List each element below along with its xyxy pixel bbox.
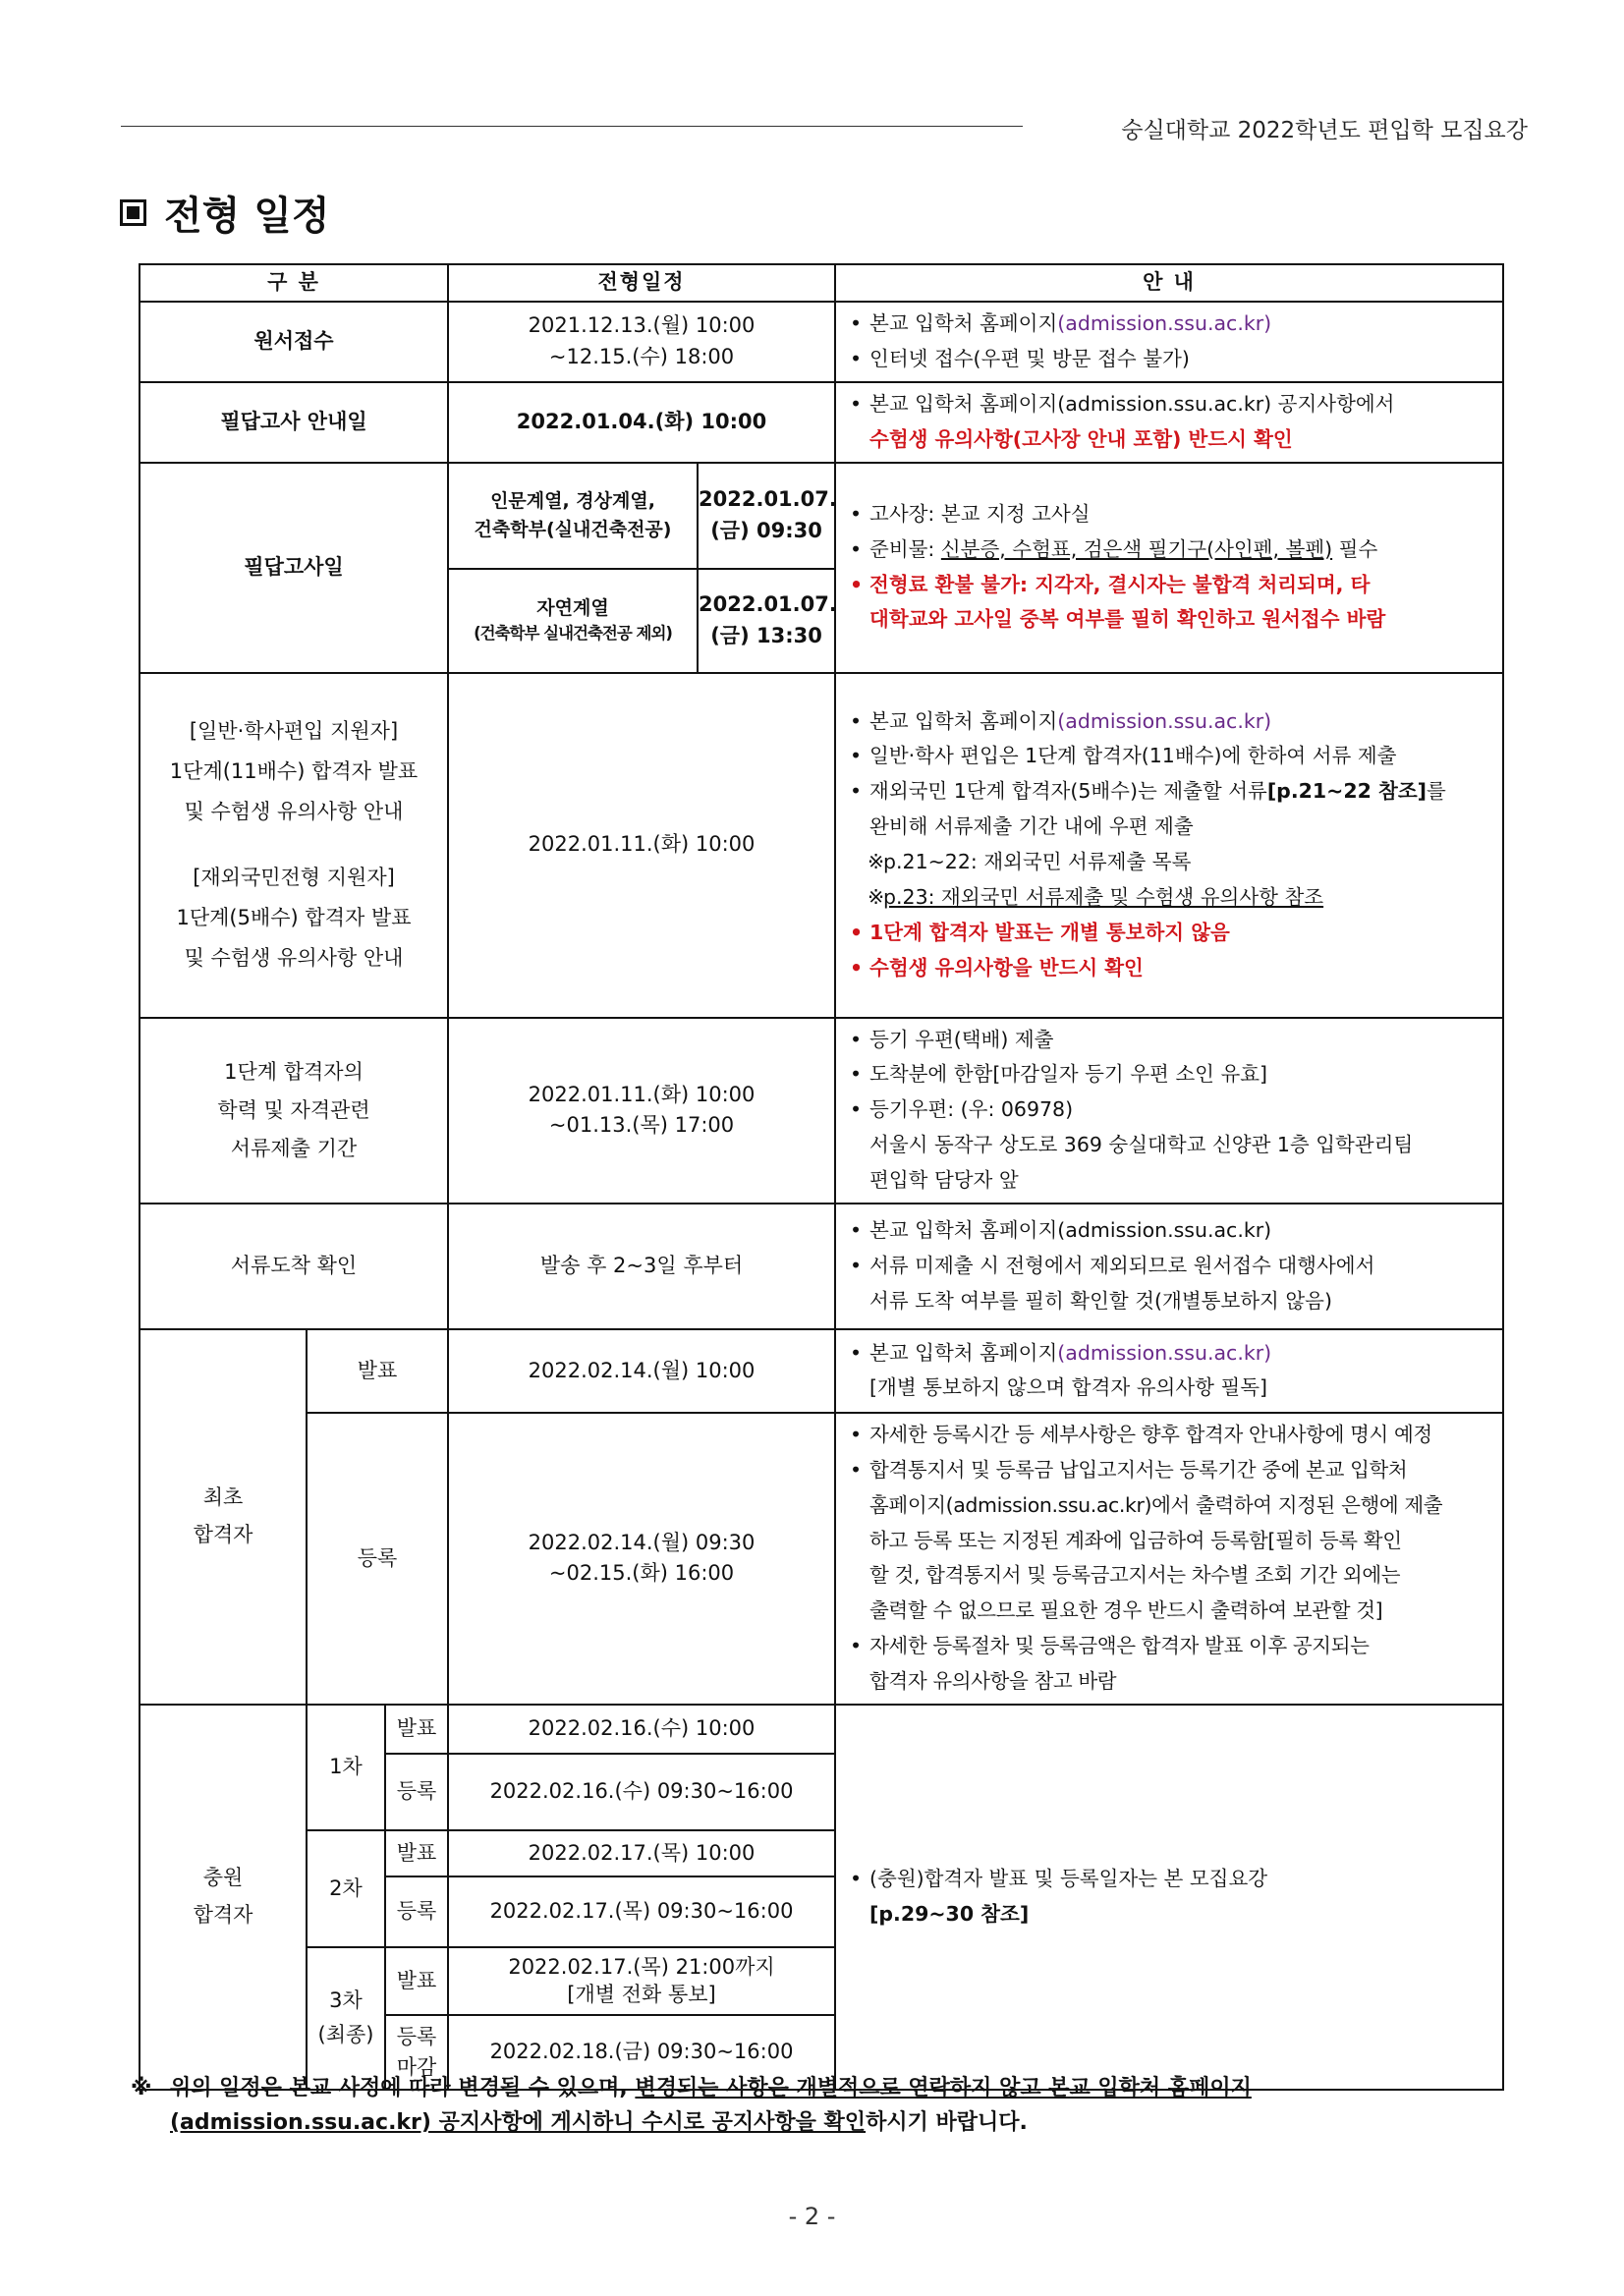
document-header: 숭실대학교 2022학년도 편입학 모집요강 [1121, 118, 1528, 143]
list-item: • 본교 입학처 홈페이지(admission.ssu.ac.kr) [850, 307, 1496, 342]
column-header-schedule: 전형일정 [448, 264, 835, 302]
filled-square-icon [120, 199, 146, 226]
exam-notice-info [835, 382, 1503, 463]
list-item: 홈페이지(admission.ssu.ac.kr)에서 출력하여 지정된 은행에 제출 [869, 1492, 1443, 1517]
exam-track-science: 자연계열 (건축학부 실내건축전공 제외) [448, 569, 698, 673]
additional-round1-register-date: 2022.02.16.(수) 09:30~16:00 [448, 1754, 835, 1830]
documents-date: 2022.01.11.(화) 10:00 ~01.13.(목) 17:00 [448, 1018, 835, 1204]
stage1-date: 2022.01.11.(화) 10:00 [448, 673, 835, 1018]
initial-announce-date: 2022.02.14.(월) 10:00 [448, 1329, 835, 1413]
additional-round1-announce-label: 발표 [385, 1705, 448, 1754]
additional-round1-register-label: 등록 [385, 1754, 448, 1830]
list-item: • 서류 미제출 시 전형에서 제외되므로 원서접수 대행사에서 [850, 1249, 1496, 1284]
admission-link[interactable]: (admission.ssu.ac.kr) [1057, 311, 1272, 335]
list-item: • 고사장: 본교 지정 고사실 [850, 497, 1496, 532]
row-label-exam-day: 필답고사일 [140, 463, 448, 673]
row-label-doc-check: 서류도착 확인 [140, 1204, 448, 1329]
list-item: • 인터넷 접수(우편 및 방문 접수 불가) [850, 342, 1496, 377]
list-item: • 일반·학사 편입은 1단계 합격자(11배수)에 한하여 서류 제출 [850, 739, 1496, 774]
list-item: 서울시 동작구 상도로 369 숭실대학교 신양관 1층 입학관리팀 [869, 1133, 1414, 1157]
table-row [140, 1413, 1503, 1705]
additional-round1-announce-date: 2022.02.16.(수) 10:00 [448, 1705, 835, 1754]
table-row [140, 1705, 1503, 1754]
list-item: • 자세한 등록시간 등 세부사항은 향후 합격자 안내사항에 명시 예정 [850, 1418, 1496, 1453]
list-item: • 전형료 환불 불가: 지각자, 결시자는 불합격 처리되며, 타 [850, 568, 1496, 603]
row-label-application: 원서접수 [140, 302, 448, 382]
admission-link[interactable]: (admission.ssu.ac.kr) [1057, 1340, 1272, 1365]
list-item: 수험생 유의사항(고사장 안내 포함) 반드시 확인 [869, 426, 1293, 451]
list-item: • 준비물: 신분증, 수험표, 검은색 필기구(사인펜, 볼펜) 필수 [850, 532, 1496, 568]
table-header-row [140, 264, 1503, 302]
section-title-text: 전형 일정 [164, 194, 330, 239]
additional-round2-label: 2차 [307, 1830, 385, 1947]
list-item: 할 것, 합격통지서 및 등록금고지서는 차수별 조회 기간 외에는 [869, 1563, 1401, 1588]
list-item: 대학교와 고사일 중복 여부를 필히 확인하고 원서접수 바람 [869, 607, 1386, 632]
additional-round3-register-date: 2022.02.18.(금) 09:30~16:00 [448, 2015, 835, 2090]
list-item: • 도착분에 한함[마감일자 등기 우편 소인 유효] [850, 1057, 1496, 1092]
row-label-additional: 충원 합격자 [140, 1705, 307, 2090]
additional-round2-register-date: 2022.02.17.(목) 09:30~16:00 [448, 1876, 835, 1947]
doc-check-info [835, 1204, 1503, 1329]
stage1-info [835, 673, 1503, 1018]
list-item: • 본교 입학처 홈페이지(admission.ssu.ac.kr) [850, 1336, 1496, 1372]
documents-info [835, 1018, 1503, 1204]
application-date: 2021.12.13.(월) 10:00 ~12.15.(수) 18:00 [448, 302, 835, 382]
list-item: 편입학 담당자 앞 [869, 1168, 1019, 1192]
list-item: 서류 도착 여부를 필히 확인할 것(개별통보하지 않음) [869, 1288, 1332, 1313]
list-item: • 재외국민 1단계 합격자(5배수)는 제출할 서류[p.21~22 참조]를 [850, 774, 1496, 810]
initial-register-date: 2022.02.14.(월) 09:30 ~02.15.(화) 16:00 [448, 1413, 835, 1705]
exam-track-humanities: 인문계열, 경상계열, 건축학부(실내건축전공) [448, 463, 698, 569]
list-item: 하고 등록 또는 지정된 계좌에 입금하여 등록함[필히 등록 확인 [869, 1528, 1402, 1552]
exam-track-humanities-date: 2022.01.07. (금) 09:30 [698, 463, 835, 569]
list-item: ※ p.23: 재외국민 서류제출 및 수험생 유의사항 참조 [850, 880, 1496, 916]
table-row [140, 1329, 1503, 1413]
list-item: • 본교 입학처 홈페이지(admission.ssu.ac.kr) [850, 704, 1496, 740]
table-row [140, 673, 1503, 1018]
column-header-category: 구 분 [140, 264, 448, 302]
application-info [835, 302, 1503, 382]
table-row [140, 1018, 1503, 1204]
list-item: • (충원)합격자 발표 및 등록일자는 본 모집요강 [850, 1862, 1496, 1897]
additional-round1-label: 1차 [307, 1705, 385, 1830]
additional-round3-register-label: 등록 마감 [385, 2015, 448, 2090]
admission-link[interactable]: (admission.ssu.ac.kr) [1057, 708, 1272, 733]
initial-register-label: 등록 [307, 1413, 448, 1705]
table-row [140, 382, 1503, 463]
header-rule [121, 126, 1023, 127]
exam-notice-date: 2022.01.04.(화) 10:00 [448, 382, 835, 463]
initial-announce-info [835, 1329, 1503, 1413]
additional-info [835, 1705, 1503, 2090]
page-number: - 2 - [788, 2203, 836, 2230]
list-item: • 합격통지서 및 등록금 납입고지서는 등록기간 중에 본교 입학처 [850, 1453, 1496, 1488]
exam-day-info [835, 463, 1503, 673]
row-label-stage1: [일반·학사편입 지원자] 1단계(11배수) 합격자 발표 및 수험생 유의사항 안내 [재외국민전형 지원자] 1단계(5배수) 합격자 발표 및 수험생 유의사항 안내 [140, 673, 448, 1018]
additional-round2-register-label: 등록 [385, 1876, 448, 1947]
row-label-initial: 최초 합격자 [140, 1329, 307, 1705]
row-label-documents: 1단계 합격자의 학력 및 자격관련 서류제출 기간 [140, 1018, 448, 1204]
list-item: • 등기 우편(택배) 제출 [850, 1023, 1496, 1058]
initial-register-info [835, 1413, 1503, 1705]
list-item: • 등기우편: (우: 06978) [850, 1092, 1496, 1128]
additional-round3-label: 3차 (최종) [307, 1947, 385, 2090]
row-label-exam-notice: 필답고사 안내일 [140, 382, 448, 463]
column-header-info: 안 내 [835, 264, 1503, 302]
table-row [140, 1204, 1503, 1329]
table-row [140, 463, 1503, 569]
list-item: • 본교 입학처 홈페이지(admission.ssu.ac.kr) [850, 1213, 1496, 1249]
footer-note: ※ 위의 일정은 본교 사정에 따라 변경될 수 있으며, 변경되는 사항은 개별적으로 연락하지 않고 본교 입학처 홈페이지 (admission.ssu.ac.kr) 공지사항에 게시하니 수시로 공지사항을 확인하시기 바랍니다. [131, 2071, 1506, 2140]
exam-track-science-date: 2022.01.07. (금) 13:30 [698, 569, 835, 673]
table-row [140, 302, 1503, 382]
list-item: 합격자 유의사항을 참고 바람 [869, 1669, 1117, 1693]
list-item: 출력할 수 없으므로 필요한 경우 반드시 출력하여 보관할 것] [869, 1598, 1383, 1623]
section-title [120, 185, 330, 241]
list-item: • 본교 입학처 홈페이지(admission.ssu.ac.kr) 공지사항에서 [850, 387, 1496, 422]
doc-check-date: 발송 후 2~3일 후부터 [448, 1204, 835, 1329]
note-mark: ※ [131, 2076, 152, 2100]
list-item: [개별 통보하지 않으며 합격자 유의사항 필독] [869, 1375, 1268, 1400]
schedule-table [139, 263, 1504, 2091]
list-item: • 자세한 등록절차 및 등록금액은 합격자 발표 이후 공지되는 [850, 1629, 1496, 1664]
additional-round2-announce-label: 발표 [385, 1830, 448, 1876]
additional-round2-announce-date: 2022.02.17.(목) 10:00 [448, 1830, 835, 1876]
additional-round3-announce-date: 2022.02.17.(목) 21:00까지 [개별 전화 통보] [448, 1947, 835, 2015]
list-item: • 1단계 합격자 발표는 개별 통보하지 않음 [850, 916, 1496, 951]
initial-announce-label: 발표 [307, 1329, 448, 1413]
list-item: 완비해 서류제출 기간 내에 우편 제출 [869, 814, 1194, 839]
list-item: [p.29~30 참조] [869, 1901, 1030, 1926]
list-item: ※ p.21~22: 재외국민 서류제출 목록 [850, 845, 1496, 880]
list-item: • 수험생 유의사항을 반드시 확인 [850, 951, 1496, 986]
additional-round3-announce-label: 발표 [385, 1947, 448, 2015]
